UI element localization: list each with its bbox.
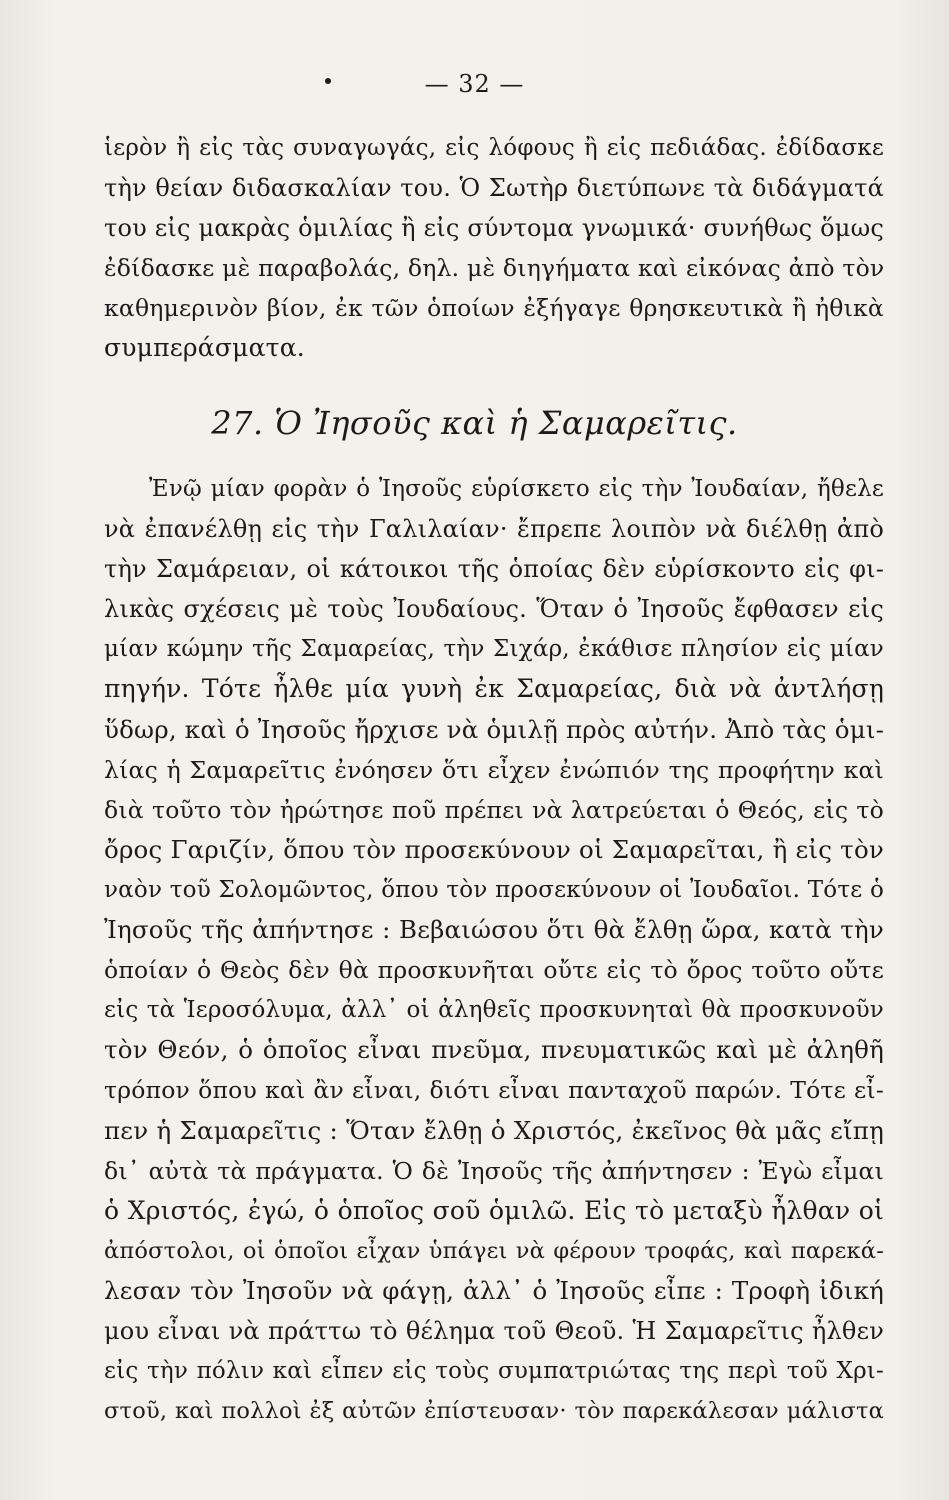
- text-line: του εἰς μακρὰς ὁμιλίας ἢ εἰς σύντομα γνωμικά· συνήθως ὅμως: [104, 214, 884, 243]
- text-line: διὰ τοῦτο τὸν ἠρώτησε ποῦ πρέπει νὰ λατρεύεται ὁ Θεός, εἰς τὸ: [104, 795, 884, 824]
- intro-paragraph: [104, 128, 884, 369]
- text-line: ὕδωρ, καὶ ὁ Ἰησοῦς ἤρχισε νὰ ὁμιλῇ πρὸς αὐτήν. Ἀπὸ τὰς ὁμι-: [104, 714, 885, 744]
- text-line: εἰς τὰ Ἱεροσόλυμα, ἀλλ᾽ οἱ ἀληθεῖς προσκυνηταὶ θὰ προσκυνοῦν: [104, 997, 884, 1024]
- text-line: τὴν θείαν διδασκαλίαν του. Ὁ Σωτὴρ διετύπωνε τὰ διδάγματά: [104, 174, 884, 203]
- section-title: 27. Ὁ Ἰησοῦς καὶ ἡ Σαμαρεῖτις.: [211, 404, 738, 442]
- body-paragraph: [104, 469, 884, 1431]
- text-line: νὰ ἐπανέλθῃ εἰς τὴν Γαλιλαίαν· ἔπρεπε λοιπὸν νὰ διέλθῃ ἀπὸ: [104, 515, 884, 544]
- text-line: ἐδίδασκε μὲ παραβολάς, δηλ. μὲ διηγήματα καὶ εἰκόνας ἀπὸ τὸν: [104, 254, 885, 283]
- text-line: ἱερὸν ἢ εἰς τὰς συναγωγάς, εἰς λόφους ἢ εἰς πεδιάδας. ἐδίδασκε: [104, 135, 884, 161]
- text-line: Ἐνῷ μίαν φορὰν ὁ Ἰησοῦς εὑρίσκετο εἰς τὴν Ἰουδαίαν, ἤθελε: [149, 476, 884, 502]
- text-line: μίαν κώμην τῆς Σαμαρείας, τὴν Σιχάρ, ἐκάθισε πλησίον εἰς μίαν: [104, 636, 884, 663]
- text-line: ἀπόστολοι, οἱ ὁποῖοι εἶχαν ὑπάγει νὰ φέρουν τροφάς, καὶ παρεκά-: [104, 1237, 884, 1264]
- text-line: δι᾽ αὐτὰ τὰ πράγματα. Ὁ δὲ Ἰησοῦς τῆς ἀπήντησεν : Ἐγὼ εἶμαι: [104, 1156, 884, 1185]
- text-line: μου εἶναι νὰ πράττω τὸ θέλημα τοῦ Θεοῦ. Ἡ Σαμαρεῖτις ἦλθεν: [104, 1316, 884, 1345]
- text-line: συμπεράσματα.: [104, 333, 305, 363]
- text-line: ναὸν τοῦ Σολομῶντος, ὅπου τὸν προσεκύνουν οἱ Ἰουδαῖοι. Τότε ὁ: [104, 876, 884, 903]
- page-number: — 32 —: [424, 70, 525, 98]
- text-line: τὴν Σαμάρειαν, οἱ κάτοικοι τῆς ὁποίας δὲν εὑρίσκοντο εἰς φι-: [104, 555, 884, 584]
- text-line: τὸν Θεόν, ὁ ὁποῖος εἶναι πνεῦμα, πνευματικῶς καὶ μὲ ἀληθῆ: [104, 1035, 884, 1065]
- text-line: καθημερινὸν βίον, ἐκ τῶν ὁποίων ἐξήγαγε θρησκευτικὰ ἢ ἠθικὰ: [104, 294, 884, 323]
- text-line: πεν ἡ Σαμαρεῖτις : Ὅταν ἔλθῃ ὁ Χριστός, ἐκεῖνος θὰ μᾶς εἴπῃ: [104, 1115, 884, 1145]
- text-line: λεσαν τὸν Ἰησοῦν νὰ φάγῃ, ἀλλ᾽ ὁ Ἰησοῦς εἶπε : Τροφὴ ἰδική: [104, 1275, 884, 1305]
- text-line: ὁ Χριστός, ἐγώ, ὁ ὁποῖος σοῦ ὁμιλῶ. Εἰς τὸ μεταξὺ ἦλθαν οἱ: [104, 1195, 884, 1225]
- text-line: λίας ἡ Σαμαρεῖτις ἐνόησεν ὅτι εἶχεν ἐνώπιόν της προφήτην καὶ: [104, 755, 884, 784]
- text-line: ὁποίαν ὁ Θεὸς δὲν θὰ προσκυνῆται οὔτε εἰς τὸ ὄρος τοῦτο οὔτε: [104, 956, 884, 985]
- text-line: τρόπον ὅπου καὶ ἂν εἶναι, διότι εἶναι πανταχοῦ παρών. Τότε εἶ-: [104, 1076, 884, 1105]
- text-line: εἰς τὴν πόλιν καὶ εἶπεν εἰς τοὺς συμπατριώτας της περὶ τοῦ Χρι-: [104, 1358, 884, 1385]
- text-line: πηγήν. Τότε ἦλθε μία γυνὴ ἐκ Σαμαρείας, διὰ νὰ ἀντλήσῃ: [104, 674, 884, 704]
- text-line: Ἰησοῦς τῆς ἀπήντησε : Βεβαιώσου ὅτι θὰ ἔλθῃ ὥρα, κατὰ τὴν: [104, 915, 884, 945]
- text-line: λικὰς σχέσεις μὲ τοὺς Ἰουδαίους. Ὅταν ὁ Ἰησοῦς ἔφθασεν εἰς: [104, 595, 884, 624]
- text-line: ὄρος Γαριζίν, ὅπου τὸν προσεκύνουν οἱ Σαμαρεῖται, ἢ εἰς τὸν: [104, 834, 884, 864]
- text-line: στοῦ, καὶ πολλοὶ ἐξ αὐτῶν ἐπίστευσαν· τὸν παρεκάλεσαν μάλιστα: [104, 1398, 884, 1425]
